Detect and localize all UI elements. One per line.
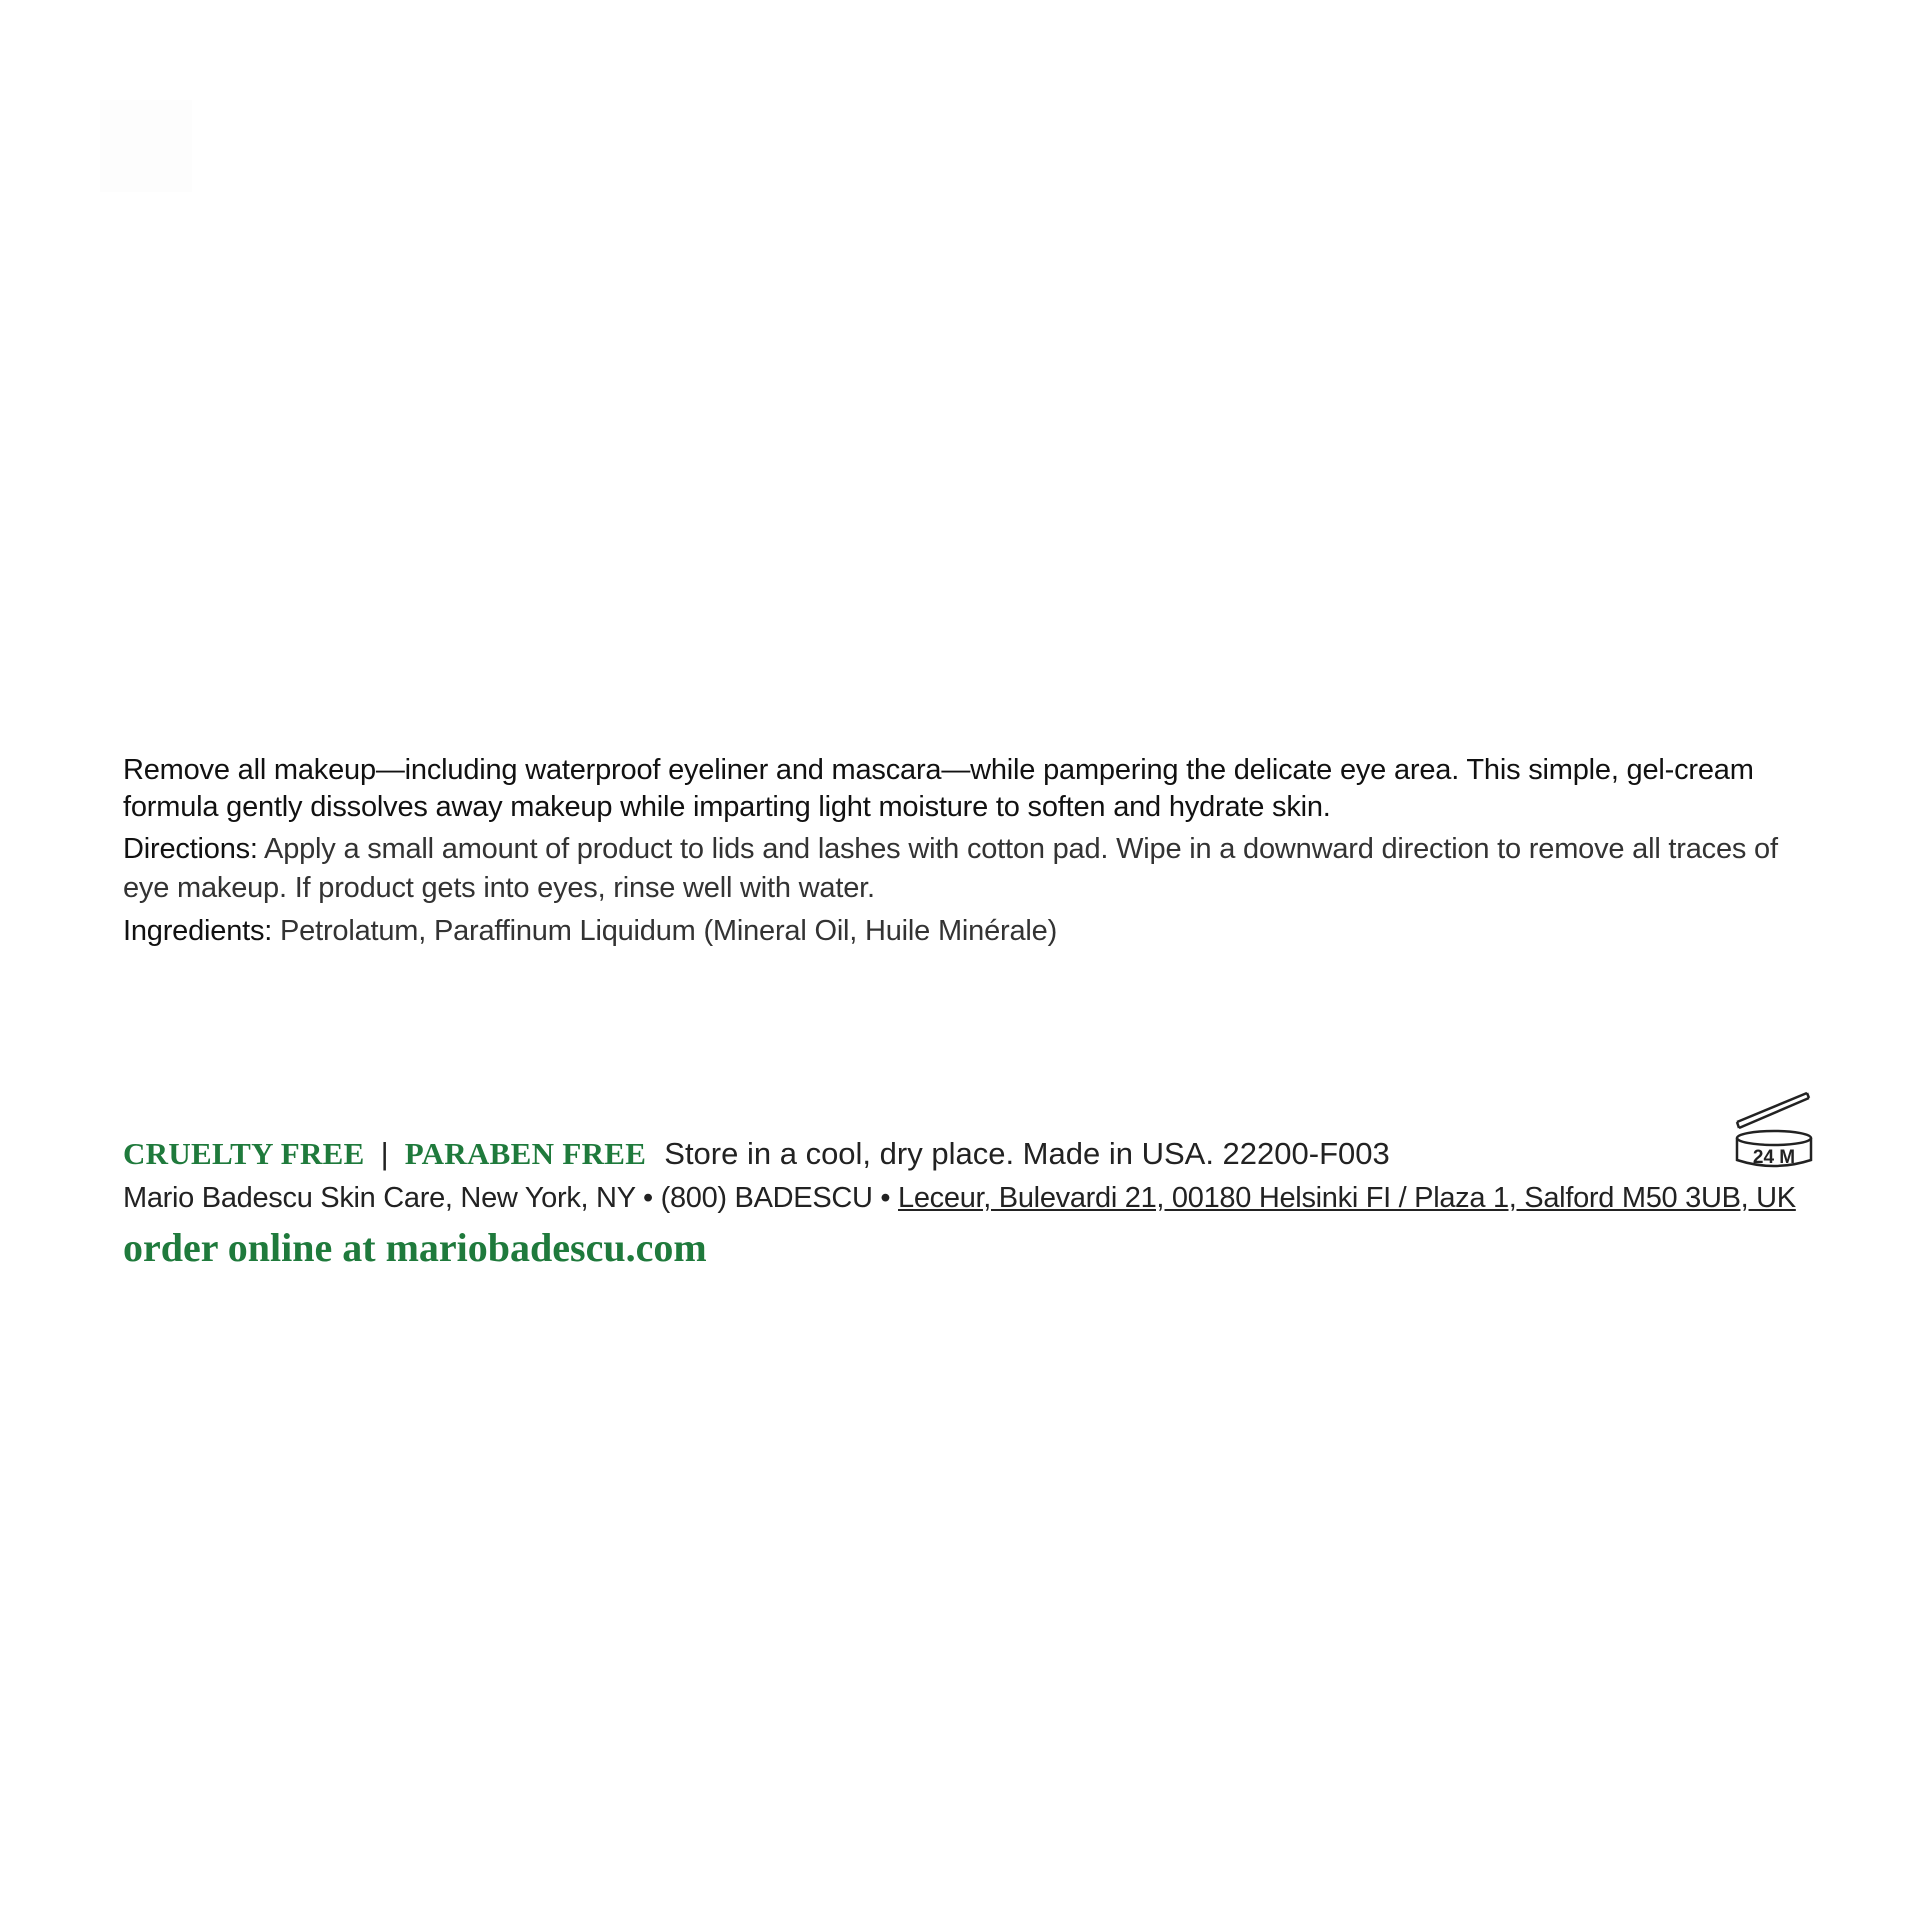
ingredients-paragraph bbox=[123, 912, 1823, 951]
cruelty-free-claim: CRUELTY FREE bbox=[123, 1136, 365, 1171]
eu-uk-address: Leceur, Bulevardi 21, 00180 Helsinki FI / Plaza 1, Salford M50 3UB, UK bbox=[898, 1182, 1796, 1214]
directions-text: Apply a small amount of product to lids and lashes with cotton pad. Wipe in a downward direction to remove all traces of eye makeup. If product gets into eyes, rinse well with water. bbox=[123, 833, 1778, 904]
product-info-panel bbox=[123, 752, 1823, 951]
pao-label: 24 M bbox=[1752, 1147, 1796, 1168]
ingredients-heading: Ingredients: bbox=[123, 915, 273, 947]
claims-row bbox=[123, 1132, 1823, 1176]
directions-paragraph bbox=[123, 830, 1823, 908]
background-patch bbox=[100, 100, 192, 192]
company-info: Mario Badescu Skin Care, New York, NY • (800) BADESCU • bbox=[123, 1182, 899, 1214]
ingredients-text: Petrolatum, Paraffinum Liquidum (Mineral Oil, Huile Minérale) bbox=[272, 915, 1058, 947]
label-footer bbox=[123, 1132, 1823, 1274]
directions-heading: Directions: bbox=[123, 833, 258, 865]
company-address-row bbox=[123, 1176, 1823, 1220]
claims-separator: | bbox=[380, 1136, 389, 1171]
order-online-text: order online at mariobadescu.com bbox=[123, 1225, 707, 1270]
product-description: Remove all makeup—including waterproof eyeliner and mascara—while pampering the delicate eye area. This simple, gel-cream formula gently dissolves away makeup while imparting light moisture to soften and hydrate skin. bbox=[123, 754, 1754, 823]
storage-info: Store in a cool, dry place. Made in USA. 22200-F003 bbox=[664, 1136, 1390, 1171]
paraben-free-claim: PARABEN FREE bbox=[404, 1136, 647, 1171]
